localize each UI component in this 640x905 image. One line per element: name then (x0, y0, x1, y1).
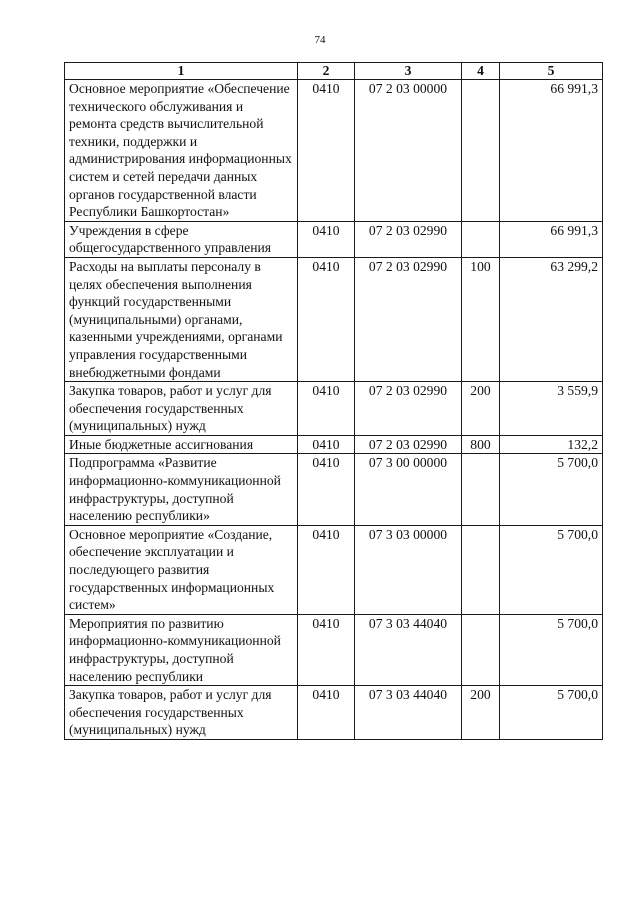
row-name: Учреждения в сфере общегосударственного управления (65, 221, 298, 257)
table-row (65, 257, 603, 381)
row-section: 0410 (298, 221, 355, 257)
row-target: 07 3 03 00000 (355, 525, 462, 614)
table-row (65, 382, 603, 436)
row-type: 200 (462, 382, 500, 436)
row-amount: 5 700,0 (500, 525, 603, 614)
table-row (65, 221, 603, 257)
column-header: 1 (65, 63, 298, 80)
row-name: Основное мероприятие «Создание, обеспечение эксплуатации и последующего развития государственных информационных систем» (65, 525, 298, 614)
table-row (65, 525, 603, 614)
row-target: 07 2 03 02990 (355, 382, 462, 436)
table-row (65, 686, 603, 740)
table-row (65, 454, 603, 525)
row-amount: 66 991,3 (500, 221, 603, 257)
table-row (65, 80, 603, 222)
row-section: 0410 (298, 454, 355, 525)
row-section: 0410 (298, 80, 355, 222)
row-target: 07 2 03 02990 (355, 257, 462, 381)
row-section: 0410 (298, 686, 355, 740)
row-type (462, 525, 500, 614)
row-type (462, 454, 500, 525)
row-name: Подпрограмма «Развитие информационно-коммуникационной инфраструктуры, доступной населению республики» (65, 454, 298, 525)
row-target: 07 2 03 02990 (355, 221, 462, 257)
column-header: 3 (355, 63, 462, 80)
row-target: 07 2 03 02990 (355, 435, 462, 454)
row-name: Закупка товаров, работ и услуг для обеспечения государственных (муниципальных) нужд (65, 382, 298, 436)
row-target: 07 3 03 44040 (355, 686, 462, 740)
row-amount: 3 559,9 (500, 382, 603, 436)
row-target: 07 3 03 44040 (355, 614, 462, 685)
row-section: 0410 (298, 257, 355, 381)
row-type (462, 221, 500, 257)
column-header: 5 (500, 63, 603, 80)
row-name: Закупка товаров, работ и услуг для обеспечения государственных (муниципальных) нужд (65, 686, 298, 740)
column-header: 2 (298, 63, 355, 80)
row-target: 07 2 03 00000 (355, 80, 462, 222)
row-amount: 63 299,2 (500, 257, 603, 381)
row-name: Расходы на выплаты персоналу в целях обеспечения выполнения функций государственными (муниципальными) органами, казенными учреждениями, органами управления государственными внебюджетными фондами (65, 257, 298, 381)
page-number: 74 (314, 34, 326, 46)
row-amount: 132,2 (500, 435, 603, 454)
row-section: 0410 (298, 525, 355, 614)
row-name: Мероприятия по развитию информационно-коммуникационной инфраструктуры, доступной населению республики (65, 614, 298, 685)
row-name: Иные бюджетные ассигнования (65, 435, 298, 454)
row-type: 200 (462, 686, 500, 740)
header-row (65, 63, 603, 80)
row-section: 0410 (298, 435, 355, 454)
row-amount: 5 700,0 (500, 454, 603, 525)
row-type: 800 (462, 435, 500, 454)
table-row (65, 614, 603, 685)
row-target: 07 3 00 00000 (355, 454, 462, 525)
row-amount: 5 700,0 (500, 686, 603, 740)
row-amount: 5 700,0 (500, 614, 603, 685)
row-section: 0410 (298, 614, 355, 685)
row-type (462, 614, 500, 685)
row-section: 0410 (298, 382, 355, 436)
budget-table (64, 62, 603, 740)
row-type: 100 (462, 257, 500, 381)
row-name: Основное мероприятие «Обеспечение технического обслуживания и ремонта средств вычислительной техники, поддержки и администрирования информационных систем и сетей передачи данных органов государственной власти Республики Башкортостан» (65, 80, 298, 222)
table-row (65, 435, 603, 454)
row-type (462, 80, 500, 222)
row-amount: 66 991,3 (500, 80, 603, 222)
column-header: 4 (462, 63, 500, 80)
